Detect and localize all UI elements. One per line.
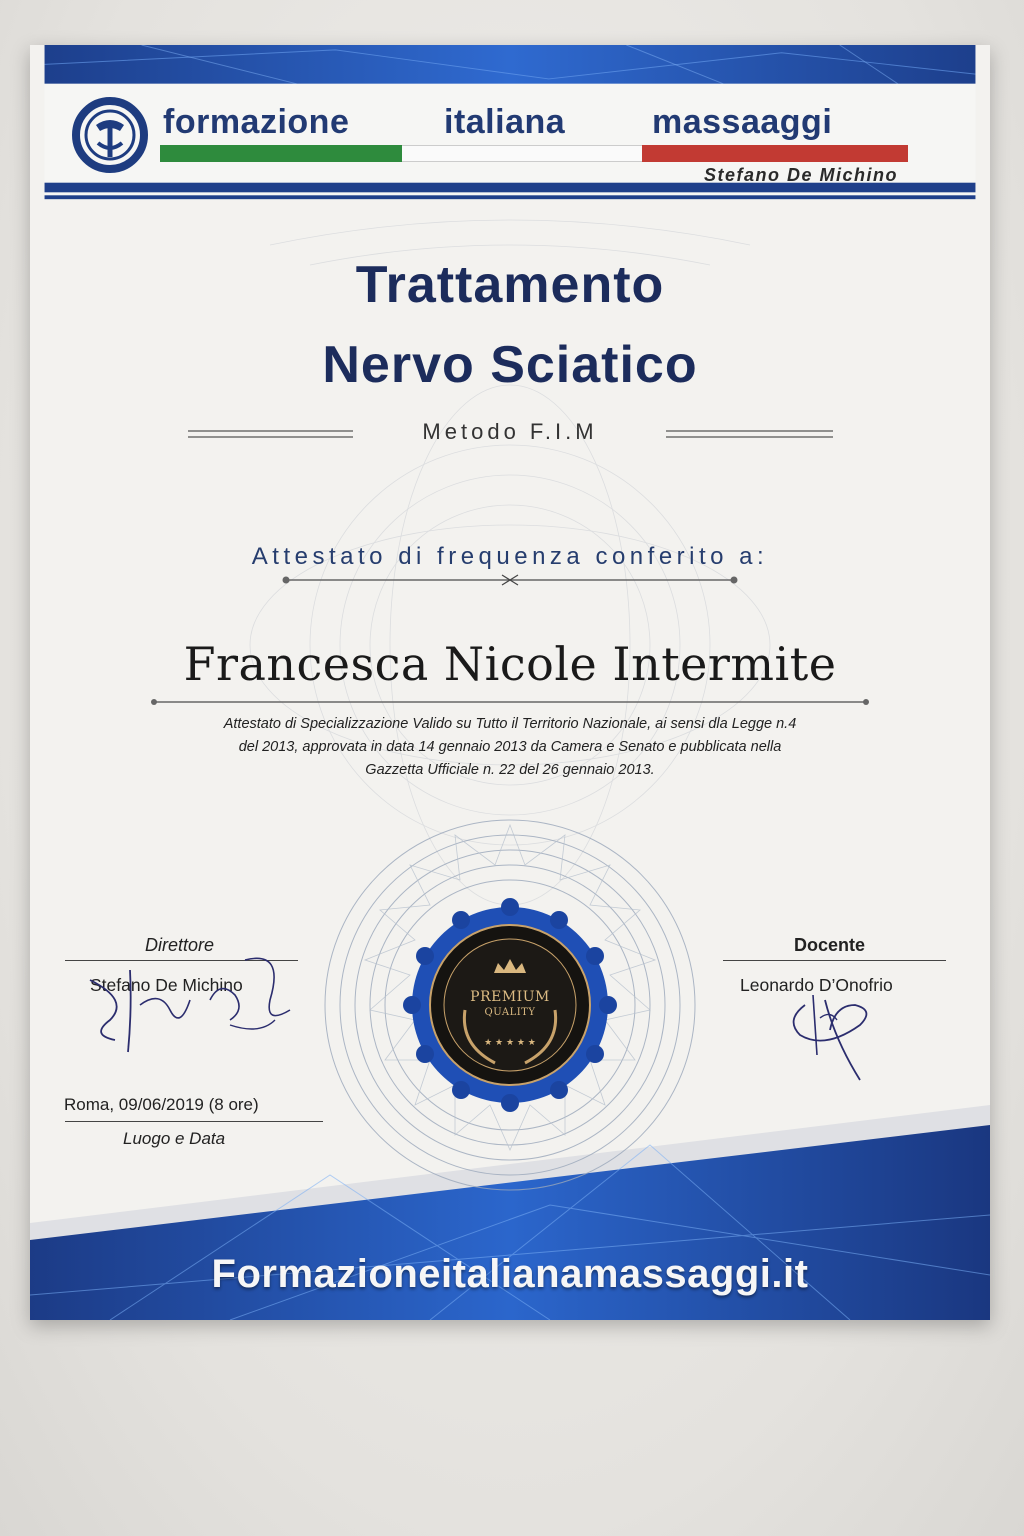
legal-text [160, 713, 860, 782]
flag-bar-red [642, 145, 908, 162]
certificate [30, 45, 990, 1320]
awarded-label: Attestato di frequenza conferito a: [251, 543, 769, 570]
brand-word-1: formazione [163, 103, 350, 141]
teacher-signature [765, 980, 895, 1085]
footer-url: Formazioneitalianamassaggi.it [211, 1252, 809, 1296]
method-label: Metodo F.I.M [422, 419, 598, 444]
method-ornament-right [666, 427, 833, 441]
brand-word-2: italiana [444, 103, 566, 141]
course-title-line2: Nervo Sciatico [322, 336, 698, 394]
place-date-label: Luogo e Data [123, 1129, 226, 1148]
seal-text-quality: QUALITY [484, 1007, 536, 1018]
brand-word-3: massaaggi [652, 103, 833, 141]
svg-text:★ ★ ★ ★ ★: ★ ★ ★ ★ ★ [484, 1038, 536, 1048]
place-date-line [65, 1121, 323, 1122]
course-title-line1: Trattamento [355, 256, 665, 314]
recipient-name: Francesca Nicole Intermite [183, 637, 837, 691]
teacher-line [723, 960, 946, 961]
logo-emblem-icon [70, 97, 150, 173]
flag-bar-white [402, 145, 642, 162]
flag-bar-green [160, 145, 402, 162]
seal-text-premium: PREMIUM [470, 989, 550, 1005]
teacher-name: Leonardo D’Onofrio [740, 975, 893, 995]
director-name: Stefano De Michino [90, 975, 243, 995]
place-date-value: Roma, 09/06/2019 (8 ore) [64, 1095, 259, 1114]
teacher-role: Docente [794, 935, 866, 955]
director-role: Direttore [145, 935, 215, 955]
legal-line-3: Gazzetta Ufficiale n. 22 del 26 gennaio 2013. [365, 762, 655, 778]
rosette-seal [310, 805, 710, 1205]
legal-line-2: del 2013, approvata in data 14 gennaio 2013 da Camera e Senato e pubblicata nella [238, 739, 782, 755]
awarded-divider [280, 573, 740, 587]
director-signature [70, 940, 310, 1055]
recipient-underline [150, 697, 870, 707]
brand-subtitle: Stefano De Michino [703, 165, 898, 185]
legal-line-1: Attestato di Specializzazione Valido su Tutto il Territorio Nazionale, ai sensi dla Legge n.4 [223, 716, 797, 732]
